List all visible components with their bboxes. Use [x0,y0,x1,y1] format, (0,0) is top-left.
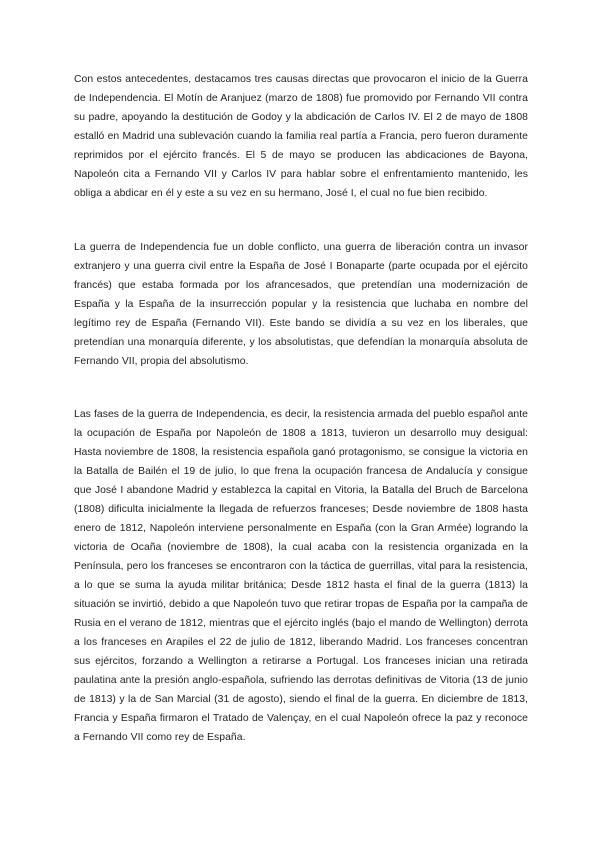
paragraph-causas-directas: Con estos antecedentes, destacamos tres causas directas que provocaron el inicio de la Guerra de Independencia. El Motín de Aranjuez (marzo de 1808) fue promovido por Fernando VII contra su padre, apoyando la destitución de Godoy y la abdicación de Carlos IV. El 2 de mayo de 1808 estalló en Madrid una sublevación cuando la familia real partía a Francia, pero fueron duramente reprimidos por el ejército francés. El 5 de mayo se producen las abdicaciones de Bayona, Napoleón cita a Fernando VII y Carlos IV para hablar sobre el enfrentamiento mantenido, les obliga a abdicar en él y este a su vez en su hermano, José I, el cual no fue bien recibido. [74,74,528,199]
paragraph-fases-guerra: Las fases de la guerra de Independencia, es decir, la resistencia armada del pueblo español ante la ocupación de España por Napoleón de 1808 a 1813, tuvieron un desarrollo muy desigual: Hasta noviembre de 1808, la resistencia española ganó protagonismo, se consigue la victoria en la Batalla de Bailén el 19 de julio, lo que frena la ocupación francesa de Andalucía y consigue que José I abandone Madrid y establezca la capital en Vitoria, la Batalla del Bruch de Barcelona (1808) dificulta inicialmente la llegada de refuerzos franceses; Desde noviembre de 1808 hasta enero de 1812, Napoleón interviene personalmente en España (con la Gran Armée) logrando la victoria de Ocaña (noviembre de 1808), la cual acaba con la resistencia organizada en la Península, pero los franceses se encontraron con la táctica de guerrillas, vital para la resistencia, a lo que se suma la ayuda militar británica; Desde 1812 hasta el final de la guerra (1813) la situación se invirtió, debido a que Napoleón tuvo que retirar tropas de España por la campaña de Rusia en el verano de 1812, mientras que el ejército inglés (bajo el mando de Wellington) derrota a los franceses en Arapiles el 22 de julio de 1812, liberando Madrid. Los franceses concentran sus ejércitos, forzando a Wellington a retirarse a Portugal. Los franceses inician una retirada paulatina ante la presión anglo-española, sufriendo las derrotas definitivas de Vitoria (13 de junio de 1813) y la de San Marcial (31 de agosto), siendo el final de la guerra. En diciembre de 1813, Francia y España firmaron el Tratado de Valençay, en el cual Napoleón ofrece la paz y reconoce a Fernando VII como rey de España. [74,409,528,743]
paragraph-doble-conflicto: La guerra de Independencia fue un doble conflicto, una guerra de liberación contra un invasor extranjero y una guerra civil entre la España de José I Bonaparte (parte ocupada por el ejército francés) que estaba formada por los afrancesados, que pretendían una modernización de España y la España de la insurrección popular y la resistencia que luchaba en nombre del legítimo rey de España (Fernando VII). Este bando se dividía a su vez en los liberales, que pretendían una monarquía diferente, y los absolutistas, que defendían la monarquía absoluta de Fernando VII, propia del absolutismo. [74,242,528,367]
